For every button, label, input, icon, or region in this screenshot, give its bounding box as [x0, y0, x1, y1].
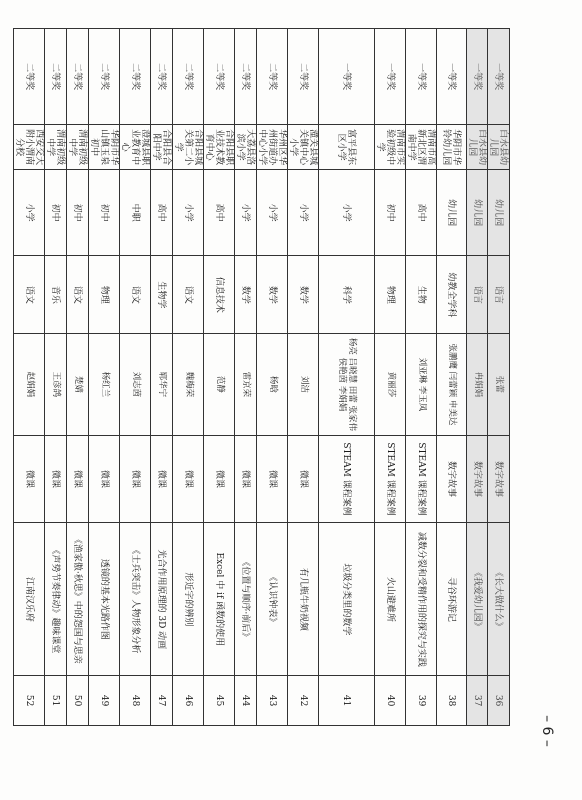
title-cell: 《长大做什么》: [488, 523, 510, 676]
stage-cell: 初中: [45, 170, 67, 256]
subject-cell: 语言: [488, 256, 510, 334]
award-cell: 一等奖: [406, 29, 437, 125]
authors-cell: 赵娟娟: [14, 334, 45, 435]
number-cell: 48: [120, 676, 151, 726]
authors-cell: 黄丽莎: [375, 334, 406, 435]
awards-table: [13, 28, 510, 726]
table-row: [467, 29, 488, 726]
number-cell: 39: [406, 676, 437, 726]
type-cell: 微课: [89, 435, 120, 523]
award-cell: 二等奖: [89, 29, 120, 125]
title-cell: 垃圾分类里的数学: [319, 523, 375, 676]
school-cell: 华阴市华山镇玉泉初中: [89, 125, 120, 170]
number-cell: 40: [375, 676, 406, 726]
title-cell: 火山避难所: [375, 523, 406, 676]
school-cell: 渭南市高新北区渭南中学: [406, 125, 437, 170]
number-cell: 41: [319, 676, 375, 726]
subject-cell: 物理: [375, 256, 406, 334]
authors-cell: 楚婧: [67, 334, 89, 435]
type-cell: STEAM 课程案例: [319, 435, 375, 523]
subject-cell: 语文: [120, 256, 151, 334]
authors-cell: 郓华宁: [151, 334, 173, 435]
school-cell: 合阳县城关第二小学: [173, 125, 204, 170]
table-row: [67, 29, 89, 726]
number-cell: 45: [204, 676, 235, 726]
table-row: [488, 29, 510, 726]
type-cell: 微课: [173, 435, 204, 523]
award-cell: 二等奖: [120, 29, 151, 125]
school-cell: 渭南初级中学: [45, 125, 67, 170]
type-cell: 数字故事: [488, 435, 510, 523]
authors-cell: 杨亮 吕晓慧 田蕾 张家伟 侯艳茵 李娟娟: [319, 334, 375, 435]
stage-cell: 小学: [14, 170, 45, 256]
authors-cell: 刘洁: [288, 334, 319, 435]
table-row: [406, 29, 437, 726]
award-cell: 一等奖: [467, 29, 488, 125]
number-cell: 47: [151, 676, 173, 726]
number-cell: 43: [257, 676, 288, 726]
title-cell: 《渔家傲·秋思》中的怨国与思亲: [67, 523, 89, 676]
title-cell: 减数分裂和受精作用的探究与实践: [406, 523, 437, 676]
award-cell: 二等奖: [235, 29, 257, 125]
table-row: [173, 29, 204, 726]
subject-cell: 生物学: [151, 256, 173, 334]
subject-cell: 语文: [67, 256, 89, 334]
table-row: [375, 29, 406, 726]
type-cell: 微课: [288, 435, 319, 523]
school-cell: 潼关县城关镇中心小学: [288, 125, 319, 170]
number-cell: 44: [235, 676, 257, 726]
stage-cell: 幼儿园: [437, 170, 467, 256]
subject-cell: 语文: [14, 256, 45, 334]
stage-cell: 初中: [89, 170, 120, 256]
award-cell: 一等奖: [488, 29, 510, 125]
award-cell: 二等奖: [257, 29, 288, 125]
award-cell: 二等奖: [67, 29, 89, 125]
stage-cell: 小学: [235, 170, 257, 256]
table-row: [14, 29, 45, 726]
school-cell: 渭南初级中学: [67, 125, 89, 170]
stage-cell: 高中: [151, 170, 173, 256]
number-cell: 36: [488, 676, 510, 726]
title-cell: 江南汉乐府: [14, 523, 45, 676]
title-cell: 《士兵突击》人物形象分析: [120, 523, 151, 676]
award-cell: 二等奖: [151, 29, 173, 125]
table-row: [235, 29, 257, 726]
type-cell: 数字故事: [437, 435, 467, 523]
subject-cell: 数学: [257, 256, 288, 334]
authors-cell: 张鹏鹰 闫蕾颖 申美达: [437, 334, 467, 435]
subject-cell: 音乐: [45, 256, 67, 334]
stage-cell: 初中: [375, 170, 406, 256]
type-cell: STEAM 课程案例: [406, 435, 437, 523]
number-cell: 51: [45, 676, 67, 726]
stage-cell: 小学: [173, 170, 204, 256]
award-cell: 一等奖: [319, 29, 375, 125]
stage-cell: 初中: [67, 170, 89, 256]
number-cell: 52: [14, 676, 45, 726]
type-cell: 微课: [235, 435, 257, 523]
award-cell: 二等奖: [45, 29, 67, 125]
awards-table-body: [14, 29, 510, 726]
page-number: – 6 –: [539, 715, 555, 747]
type-cell: 微课: [151, 435, 173, 523]
table-row: [204, 29, 235, 726]
subject-cell: 语文: [173, 256, 204, 334]
authors-cell: 魏梅荣: [173, 334, 204, 435]
type-cell: 微课: [67, 435, 89, 523]
authors-cell: 雷京荣: [235, 334, 257, 435]
authors-cell: 刘志茵: [120, 334, 151, 435]
school-cell: 白水县幼儿园: [488, 125, 510, 170]
stage-cell: 小学: [257, 170, 288, 256]
number-cell: 50: [67, 676, 89, 726]
school-cell: 渭南市实验初级中学: [375, 125, 406, 170]
authors-cell: 刘亚琳 李玉凤: [406, 334, 437, 435]
number-cell: 42: [288, 676, 319, 726]
subject-cell: 物理: [89, 256, 120, 334]
award-cell: 一等奖: [437, 29, 467, 125]
school-cell: 华州区华州街道办中心小学: [257, 125, 288, 170]
title-cell: 有几瓶牛奶视频: [288, 523, 319, 676]
number-cell: 49: [89, 676, 120, 726]
school-cell: 西安交大附小渭南分校: [14, 125, 45, 170]
subject-cell: 生物: [406, 256, 437, 334]
table-row: [437, 29, 467, 726]
type-cell: 微课: [45, 435, 67, 523]
subject-cell: 信息技术: [204, 256, 235, 334]
award-cell: 二等奖: [288, 29, 319, 125]
table-row: [45, 29, 67, 726]
subject-cell: 科学: [319, 256, 375, 334]
subject-cell: 语言: [467, 256, 488, 334]
stage-cell: 高中: [204, 170, 235, 256]
table-row: [89, 29, 120, 726]
award-cell: 二等奖: [204, 29, 235, 125]
authors-cell: 张蕾: [488, 334, 510, 435]
title-cell: 《认识钟表》: [257, 523, 288, 676]
authors-cell: 冉娟娟: [467, 334, 488, 435]
type-cell: 微课: [257, 435, 288, 523]
stage-cell: 小学: [319, 170, 375, 256]
subject-cell: 数学: [235, 256, 257, 334]
table-row: [151, 29, 173, 726]
stage-cell: 高中: [406, 170, 437, 256]
number-cell: 46: [173, 676, 204, 726]
type-cell: 微课: [204, 435, 235, 523]
title-cell: 《声势节奏律动》趣味课堂: [45, 523, 67, 676]
type-cell: 数字故事: [467, 435, 488, 523]
type-cell: 微课: [14, 435, 45, 523]
school-cell: 白水县幼儿园: [467, 125, 488, 170]
title-cell: 《我爱幼儿园》: [467, 523, 488, 676]
school-cell: 合阳县职业技术教育中心: [204, 125, 235, 170]
school-cell: 大荔县洛滨小学: [235, 125, 257, 170]
authors-cell: 范静: [204, 334, 235, 435]
subject-cell: 数学: [288, 256, 319, 334]
type-cell: STEAM 课程案例: [375, 435, 406, 523]
table-row: [288, 29, 319, 726]
school-cell: 富平县东区小学: [319, 125, 375, 170]
authors-cell: 王彦鸽: [45, 334, 67, 435]
table-row: [319, 29, 375, 726]
award-cell: 一等奖: [375, 29, 406, 125]
school-cell: 合阳县合阳中学: [151, 125, 173, 170]
stage-cell: 幼儿园: [467, 170, 488, 256]
title-cell: 《位置与顺序·前后》: [235, 523, 257, 676]
number-cell: 38: [437, 676, 467, 726]
table-row: [257, 29, 288, 726]
title-cell: 光合作用原理的 3D 动画: [151, 523, 173, 676]
award-cell: 二等奖: [14, 29, 45, 125]
authors-cell: 杨红兰: [89, 334, 120, 435]
number-cell: 37: [467, 676, 488, 726]
stage-cell: 幼儿园: [488, 170, 510, 256]
subject-cell: 幼教全学科: [437, 256, 467, 334]
title-cell: Excel 中 if 函数的使用: [204, 523, 235, 676]
school-cell: 澄城县职业教育中心: [120, 125, 151, 170]
title-cell: 寻谷环游记: [437, 523, 467, 676]
rotated-table-wrapper: [14, 28, 510, 726]
title-cell: 形近字的辨别: [173, 523, 204, 676]
school-cell: 华阴市华铃幼儿园: [437, 125, 467, 170]
award-cell: 二等奖: [173, 29, 204, 125]
stage-cell: 中职: [120, 170, 151, 256]
authors-cell: 杨晗: [257, 334, 288, 435]
type-cell: 微课: [120, 435, 151, 523]
table-row: [120, 29, 151, 726]
stage-cell: 小学: [288, 170, 319, 256]
title-cell: 透镜的基本光路作图: [89, 523, 120, 676]
